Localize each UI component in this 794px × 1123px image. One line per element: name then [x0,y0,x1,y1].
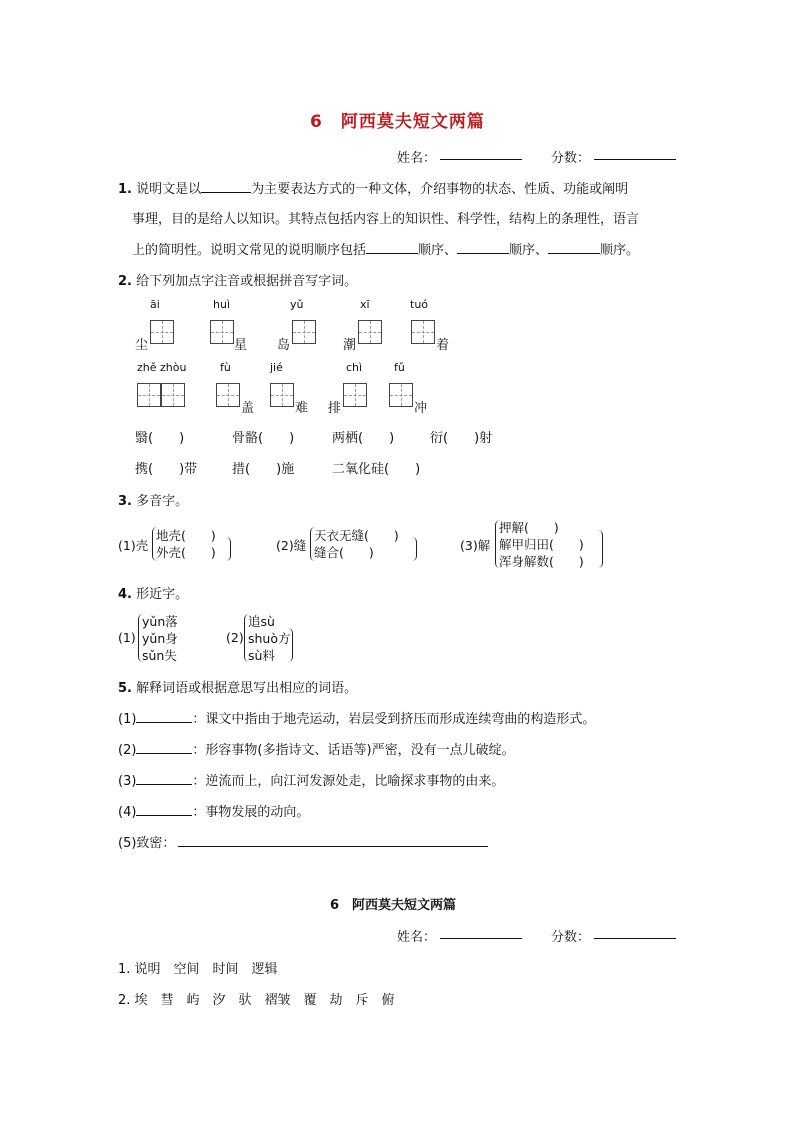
tianzige-box[interactable] [161,383,185,407]
polyphone-item[interactable]: 押解( ) [499,520,559,535]
word-char: 排 [328,401,342,416]
similar-char-item[interactable]: yǔn落 [142,614,178,629]
pinyin-label: zhě zhòu [137,361,187,374]
q3-heading: 3. 多音字。 [118,494,189,509]
annotate-item[interactable]: 两栖( ) [332,431,395,446]
q1-blank-order1[interactable] [366,241,418,254]
vocab-blank[interactable] [178,846,488,847]
vocab-item: (2) ：形容事物(多指诗文、话语等)严密，没有一点儿破绽。 [118,743,515,758]
answer-name-label: 姓名： [397,930,437,945]
tianzige-box[interactable] [150,320,174,344]
answer-title: 6 阿西莫夫短文两篇 [330,898,457,913]
vocab-item: (4) ：事物发展的动向。 [118,805,310,820]
polyphone-item[interactable]: 天衣无缝( ) [314,528,399,543]
tianzige-box[interactable] [411,320,435,344]
answer-line-1: 1. 说明 空间 时间 逻辑 [118,962,278,977]
annotate-item[interactable]: 衍( )射 [430,431,493,446]
word-char: 冲 [414,401,428,416]
pinyin-label: yǔ [290,298,304,311]
vocab-blank[interactable] [136,710,192,723]
tianzige-box[interactable] [358,320,382,344]
annotate-item[interactable]: 骨骼( ) [232,431,295,446]
name-label: 姓名： [397,151,437,166]
polyphone-item[interactable]: 缝合( ) [314,545,374,560]
answer-score-label: 分数： [551,930,591,945]
polyphone-label: (3)解 [460,538,491,553]
tianzige-box[interactable] [343,383,367,407]
similar-char-label: (2) [226,630,244,645]
tianzige-box[interactable] [389,383,413,407]
pinyin-label: jié [270,361,283,374]
vocab-blank[interactable] [136,772,192,785]
annotate-item[interactable]: 二氧化硅( ) [332,462,421,477]
word-char: 尘 [135,338,149,353]
tianzige-box[interactable] [292,320,316,344]
q4-heading: 4. 形近字。 [118,587,189,602]
right-brace [598,530,603,568]
q1-line1: 1. 说明文是以 为主要表达方式的一种文体，介绍事物的状态、性质、功能或阐明 [118,182,629,197]
vocab-item: (1) ：课文中指由于地壳运动，岩层受到挤压而形成连续弯曲的构造形式。 [118,712,596,727]
word-char: 潮 [343,338,357,353]
q1-number: 1. [118,182,132,197]
similar-char-item[interactable]: 追sù [248,614,275,629]
similar-char-item[interactable]: sù料 [248,648,275,663]
q1-line2: 事理，目的是给人以知识。其特点包括内容上的知识性、科学性，结构上的条理性，语言 [132,212,640,227]
tianzige-box[interactable] [270,383,294,407]
annotate-item[interactable]: 措( )施 [232,462,295,477]
pinyin-label: chì [346,361,363,374]
pinyin-label: huì [213,298,230,311]
q1-blank-order2[interactable] [457,241,509,254]
score-label: 分数： [551,151,591,166]
right-brace [412,537,417,561]
page-title: 6 阿西莫夫短文两篇 [310,112,485,132]
polyphone-item[interactable]: 解甲归田( ) [499,537,584,552]
tianzige-box[interactable] [216,383,240,407]
score-field[interactable] [594,159,676,160]
answer-score-field[interactable] [594,938,676,939]
word-char: 难 [295,401,309,416]
pinyin-label: tuó [410,298,429,311]
word-char: 盖 [241,401,255,416]
tianzige-box[interactable] [210,320,234,344]
vocab-item: (3) ：逆流而上，向江河发源处走，比喻探求事物的由来。 [118,774,505,789]
q1-blank-expression[interactable] [201,180,251,193]
answer-line-2: 2. 埃 彗 屿 汐 驮 褶皱 覆 劫 斥 俯 [118,993,395,1008]
polyphone-item[interactable]: 地壳( ) [156,528,216,543]
q1-blank-order3[interactable] [548,241,600,254]
vocab-item: (5)致密： [118,836,176,851]
vocab-blank[interactable] [136,803,192,816]
similar-char-item[interactable]: sǔn失 [142,648,177,663]
word-char: 着 [436,338,450,353]
pinyin-label: āi [150,298,160,311]
pinyin-label: xī [360,298,370,311]
name-field[interactable] [440,159,522,160]
similar-char-item[interactable]: shuò方 [248,631,291,646]
answer-name-field[interactable] [440,938,522,939]
vocab-blank[interactable] [136,741,192,754]
q5-heading: 5. 解释词语或根据意思写出相应的词语。 [118,681,358,696]
polyphone-label: (2)缝 [276,538,307,553]
polyphone-label: (1)壳 [118,538,149,553]
annotate-item[interactable]: 翳( ) [135,431,185,446]
tianzige-box[interactable] [137,383,161,407]
polyphone-item[interactable]: 外壳( ) [156,545,216,560]
similar-char-item[interactable]: yǔn身 [142,631,178,646]
similar-char-label: (1) [118,630,136,645]
right-brace [288,628,293,662]
pinyin-label: fǔ [394,361,405,374]
q2-heading: 2. 给下列加点字注音或根据拼音写字词。 [118,274,358,289]
q1-line3: 上的简明性。说明文常见的说明顺序包括 顺序、 顺序、 顺序。 [132,243,640,258]
pinyin-label: fù [220,361,231,374]
word-char: 岛 [277,338,291,353]
word-char: 星 [234,338,248,353]
annotate-item[interactable]: 携( )带 [135,462,198,477]
right-brace [226,537,231,561]
polyphone-item[interactable]: 浑身解数( ) [499,554,584,569]
